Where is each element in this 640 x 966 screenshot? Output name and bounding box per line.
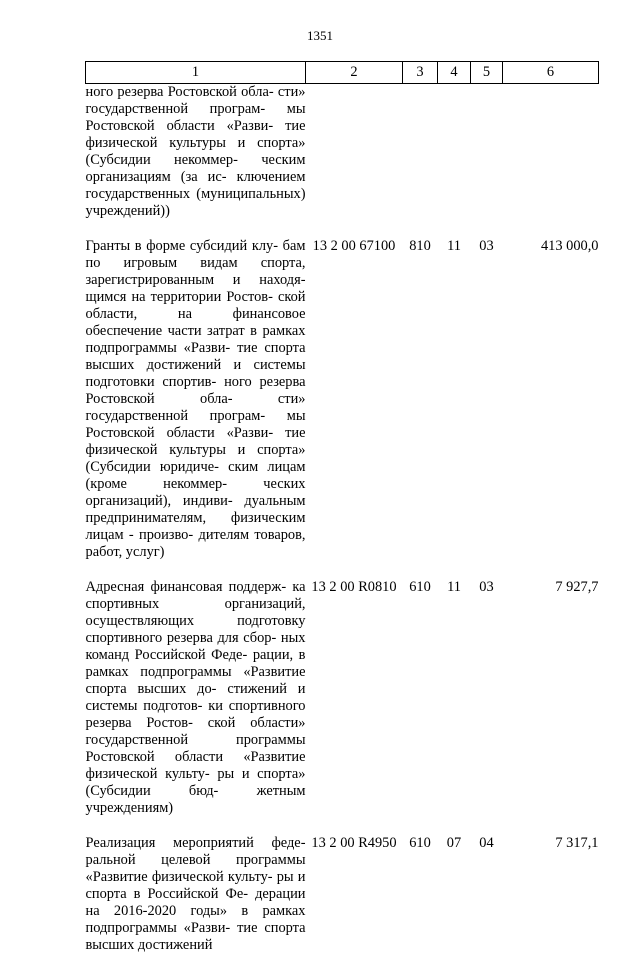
column-header-6: 6 [503,62,599,84]
table-row [86,829,599,966]
description-line: тие физической культуры и [86,118,306,151]
description-line: ской области, на финансовое [86,289,306,322]
description-line: ческих организаций), индиви- [86,476,306,509]
row-target-code [306,84,403,233]
row-section: 11 [438,232,471,573]
row-amount: 7 927,7 [503,573,599,829]
row-target-code: 13 2 00 R4950 [306,829,403,966]
row-expense-type: 610 [403,829,438,966]
description-line: сти» государственной програм- [86,391,306,424]
description-line: ных команд Российской Феде- [86,630,306,663]
table-row [86,84,599,233]
description-line: ка спортивных организаций, [86,579,306,612]
description-line: ры и спорта» (Субсидии бюд- [86,766,306,799]
row-description [86,573,306,829]
column-header-3: 3 [403,62,438,84]
column-header-1: 1 [86,62,306,84]
table-row [86,573,599,829]
row-subsection: 03 [471,232,503,573]
description-line: рамках подпрограммы «Разви- [86,323,306,356]
description-line: физическим лицам - произво- [86,510,306,543]
description-line: жетным учреждениям) [86,783,306,816]
row-description [86,84,306,233]
description-line: «Развитие физической культу- [86,869,273,885]
row-target-code: 13 2 00 R0810 [306,573,403,829]
description-line: Реализация мероприятий феде- [86,835,306,851]
description-line: тие физической культуры и [86,425,306,458]
row-expense-type: 810 [403,232,438,573]
table-body [86,84,599,966]
description-line: «Развитие физической культу- [86,749,306,782]
description-line: «Развитие спорта высших до- [86,664,306,697]
table-row [86,232,599,573]
description-line: осуществляющих подготовку [86,613,306,629]
row-subsection: 04 [471,829,503,966]
column-header-2: 2 [306,62,403,84]
description-line: дерации на 2016-2020 годы» в [86,886,306,919]
description-line: тие спорта высших достижений [86,920,306,953]
description-line: ральной целевой программы [86,852,306,868]
page-number: 1351 [0,27,640,44]
description-line: ческим организациям (за ис- [86,152,306,185]
row-description [86,829,306,966]
row-expense-type: 610 [403,573,438,829]
table-header-row [86,62,599,84]
description-line: Адресная финансовая поддерж- [86,579,287,595]
description-line: сти» государственной програм- [86,84,306,117]
row-section: 07 [438,829,471,966]
description-line: ного резерва Ростовской обла- [86,374,306,407]
description-line: тие спорта высших достижений [86,340,306,373]
row-subsection [471,84,503,233]
row-description [86,232,306,573]
description-line: ры и спорта в Российской Фе- [86,869,306,902]
description-line: обеспечение части затрат в [86,323,257,339]
description-line: спортивного резерва для сбор- [86,630,277,646]
description-line: зарегистрированным и находя- [86,272,306,288]
row-expense-type [403,84,438,233]
row-subsection: 03 [471,573,503,829]
row-amount [503,84,599,233]
column-header-4: 4 [438,62,471,84]
row-target-code: 13 2 00 67100 [306,232,403,573]
description-line: спорта» (Субсидии некоммер- [86,135,306,168]
description-line: ного резерва Ростовской обла- [86,84,274,100]
row-section: 11 [438,573,471,829]
description-line: Гранты в форме субсидий клу- [86,238,279,254]
description-line: мы Ростовской области «Разви- [86,101,306,134]
column-header-5: 5 [471,62,503,84]
description-line: ки спортивного резерва Ростов- [86,698,306,731]
description-line: ской области» государственной [86,715,306,748]
row-section [438,84,471,233]
description-line: рамках подпрограммы «Разви- [86,903,306,936]
description-line: мы Ростовской области «Разви- [86,408,306,441]
description-line: стижений и системы подготов- [86,681,306,714]
budget-table [85,61,599,966]
row-amount: 7 317,1 [503,829,599,966]
description-line: программы Ростовской области [86,732,306,765]
description-line: бам по игровым видам спорта, [86,238,306,271]
description-line: спорта» (Субсидии юридиче- [86,442,306,475]
description-line: ским лицам (кроме некоммер- [86,459,306,492]
description-line: рации, в рамках подпрограммы [86,647,306,680]
description-line: (муниципальных) учреждений)) [86,186,306,219]
row-amount: 413 000,0 [503,232,599,573]
description-line: дуальным предпринимателям, [86,493,306,526]
description-line: щимся на территории Ростов- [86,289,273,305]
description-line: ключением государственных [86,169,306,202]
description-line: дителям товаров, работ, услуг) [86,527,306,560]
description-line: и системы подготовки спортив- [86,357,306,390]
